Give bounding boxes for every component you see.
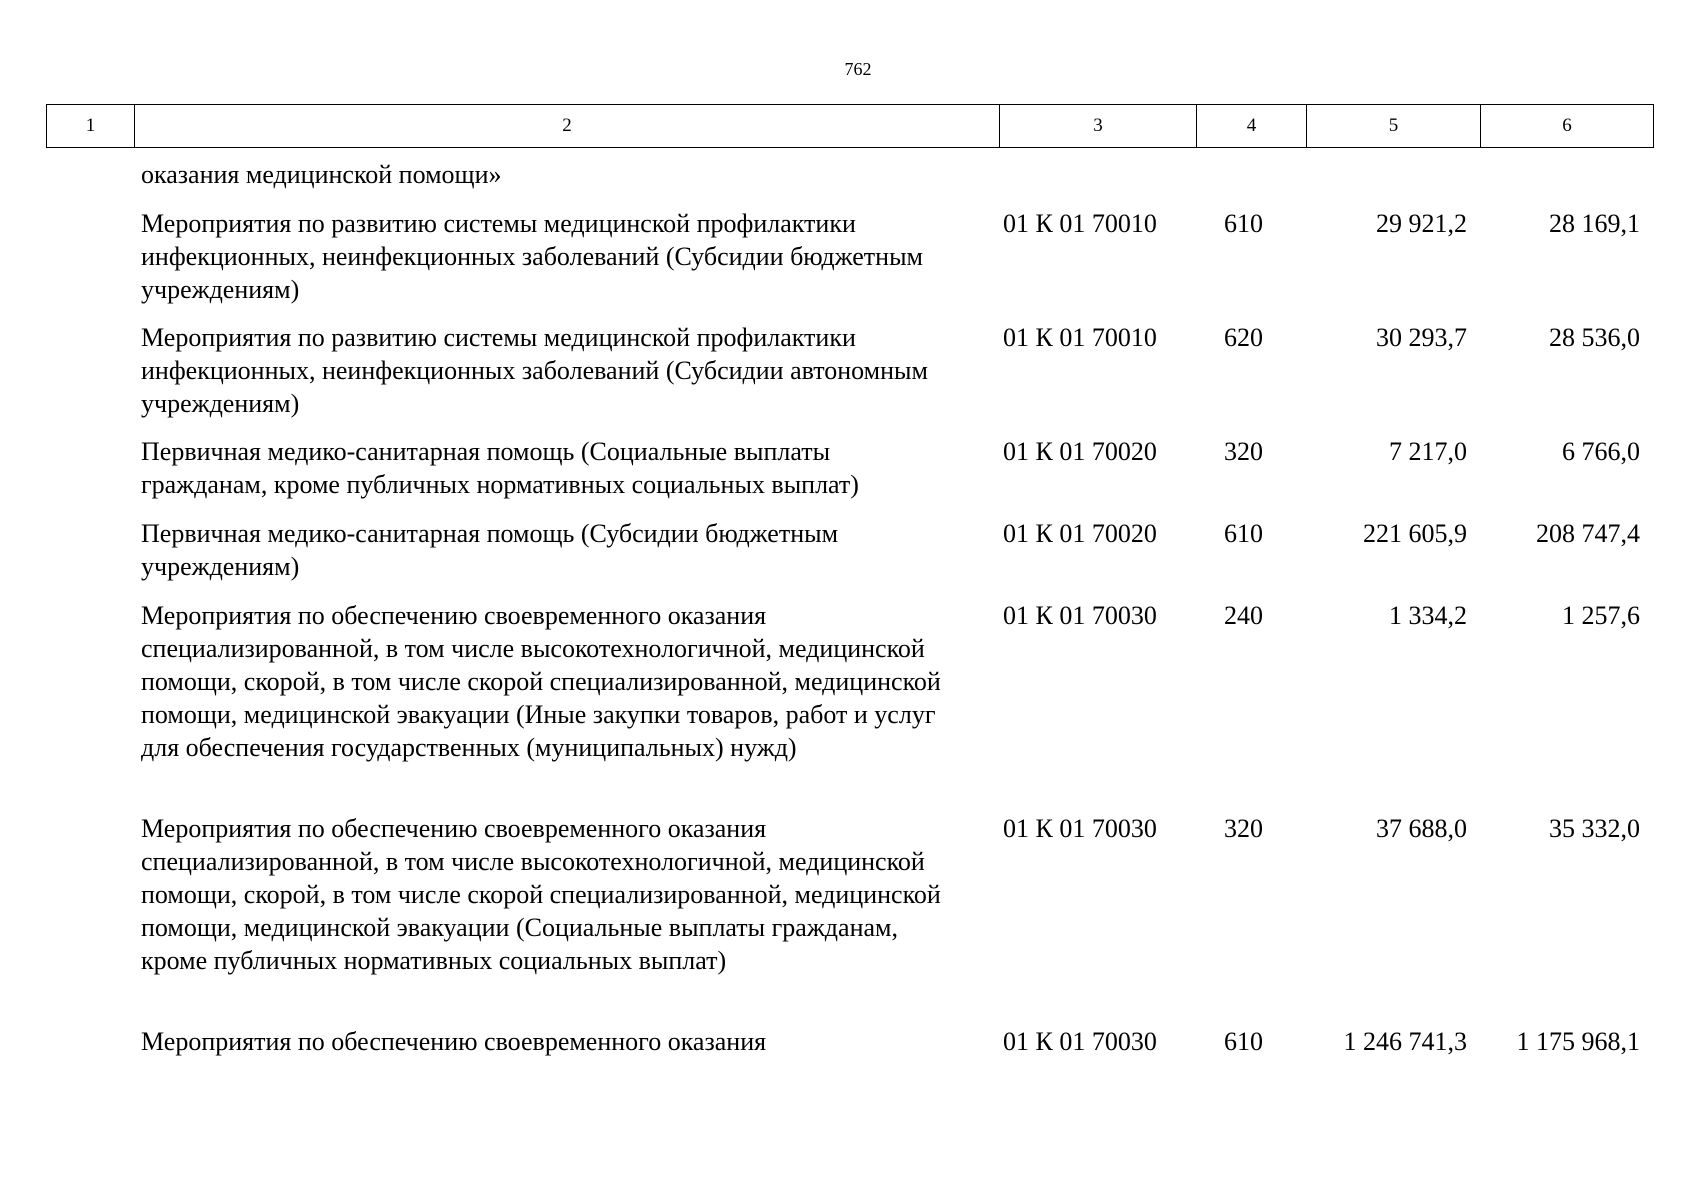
header-col-6: 6 <box>1480 105 1653 147</box>
row-description: Мероприятия по обеспечению своевременного оказания специализированной, в том числе высокотехнологичной, медицинской помощи, скорой, в том числе скорой специализированной, медицинской помощи, медицинской эвакуации (Социальные выплаты гражданам, кроме публичных нормативных социальных выплат) <box>141 814 941 975</box>
row-code: 01 К 01 70030 <box>1003 601 1157 630</box>
row-type: 610 <box>1224 209 1263 238</box>
page-number: 762 <box>844 59 872 79</box>
row-value-2: 1 257,6 <box>1562 601 1640 630</box>
row-code: 01 К 01 70020 <box>1003 437 1157 466</box>
row-type: 610 <box>1224 519 1263 548</box>
row-description: Мероприятия по обеспечению своевременного оказания <box>141 1027 767 1056</box>
row-type: 240 <box>1224 601 1263 630</box>
row-value-1: 7 217,0 <box>1389 437 1467 466</box>
row-value-2: 28 536,0 <box>1549 323 1640 352</box>
table-header <box>46 104 1654 148</box>
row-code: 01 К 01 70030 <box>1003 1027 1157 1056</box>
row-code: 01 К 01 70020 <box>1003 519 1157 548</box>
row-value-1: 30 293,7 <box>1376 323 1467 352</box>
row-description: Мероприятия по развитию системы медицинской профилактики инфекционных, неинфекционных заболеваний (Субсидии автономным учреждениям) <box>141 323 928 418</box>
row-value-2: 35 332,0 <box>1549 814 1640 843</box>
header-col-4: 4 <box>1196 105 1306 147</box>
row-type: 610 <box>1224 1027 1263 1056</box>
row-value-1: 29 921,2 <box>1376 209 1467 238</box>
row-type: 320 <box>1224 814 1263 843</box>
header-col-5: 5 <box>1306 105 1480 147</box>
header-col-3: 3 <box>999 105 1196 147</box>
row-description: Первичная медико-санитарная помощь (Социальные выплаты гражданам, кроме публичных нормативных социальных выплат) <box>141 437 859 499</box>
continuation-text: оказания медицинской помощи» <box>141 160 502 189</box>
row-value-2: 1 175 968,1 <box>1516 1027 1640 1056</box>
row-type: 320 <box>1224 437 1263 466</box>
row-value-1: 1 334,2 <box>1389 601 1467 630</box>
row-description: Мероприятия по обеспечению своевременного оказания специализированной, в том числе высокотехнологичной, медицинской помощи, скорой, в том числе скорой специализированной, медицинской помощи, медицинской эвакуации (Иные закупки товаров, работ и услуг для обеспечения государственных (муниципальных) нужд) <box>141 601 941 762</box>
row-value-1: 37 688,0 <box>1376 814 1467 843</box>
row-description: Первичная медико-санитарная помощь (Субсидии бюджетным учреждениям) <box>141 519 839 581</box>
row-code: 01 К 01 70010 <box>1003 323 1157 352</box>
row-value-1: 221 605,9 <box>1363 519 1467 548</box>
header-col-2: 2 <box>134 105 999 147</box>
header-col-1: 1 <box>85 115 96 136</box>
row-value-2: 208 747,4 <box>1536 519 1640 548</box>
row-type: 620 <box>1224 323 1263 352</box>
row-value-1: 1 246 741,3 <box>1343 1027 1467 1056</box>
row-code: 01 К 01 70010 <box>1003 209 1157 238</box>
row-value-2: 6 766,0 <box>1562 437 1640 466</box>
row-value-2: 28 169,1 <box>1549 209 1640 238</box>
row-description: Мероприятия по развитию системы медицинской профилактики инфекционных, неинфекционных заболеваний (Субсидии бюджетным учреждениям) <box>141 209 923 304</box>
row-code: 01 К 01 70030 <box>1003 814 1157 843</box>
